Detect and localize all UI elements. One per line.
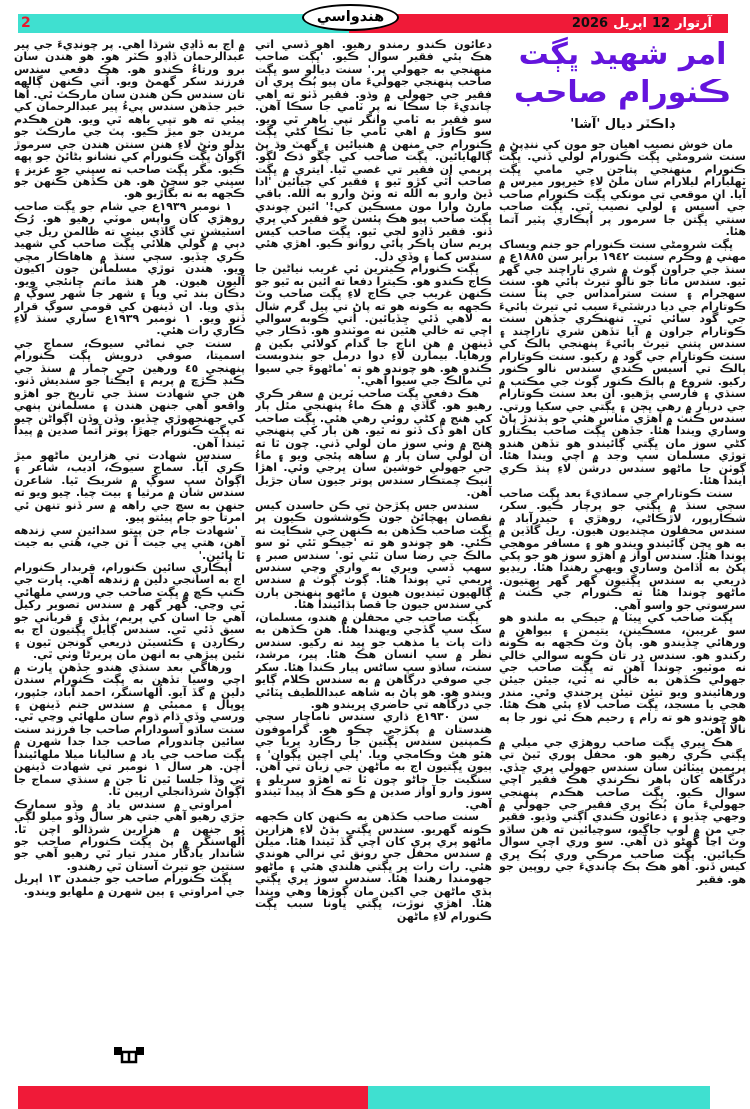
article-headline — [499, 36, 746, 112]
article-column-1 — [499, 139, 746, 1084]
date-day: آرتوار — [675, 16, 712, 31]
date-year: 2026 — [571, 16, 609, 31]
paragraph: دعائون ڪندو رمندو رهيو. اُهو ڏسي اُتي هڪ ٻئي فقير سوال ڪيو. 'ڀڳت صاحب منهنجي به جهولي ڀر.' سنت ديالو سو ڀڳت صاحب پنهنجي جهوليءَ مان پيو ٻُڪ ڀري ان فقير جي جهولي ۾ وڌو. فقير ڏٺو ته اهي چانديءَ جا سڪا نه پر ٽامي جا سڪا آهن. سو فقير به ٽامي وانگر تپي ٻاهر ٿي ويو. سو ڪاوڙ ۾ اهي ٽامي جا ٽڪا کڻي ڀڳت ڪنورام جي منهن ۾ هنيائين ۽ گهٽ وڌ پڻ ڳالهايائين. ڀڳت صاحب کي چڱو ڌڪ لڳو. پريمي ان فقير تي غصي ٿيا. ايتري ۾ ڀڳت صاحب اُٿي کڙو ٿيو ۽ فقير کي چيائين 'ادا ڏيڻ وارو به الله ته وٺڻ وارو به الله. باقي مارڻ وارا مون مسڪين کي!' ائين چوندي ڀڳت صاحب پيو هڪ پئسن جو فقير کي ڀري ڏنو. فقير ڏاڍو لڄي ٿيو. ڀڳت صاحب کيس پريم سان ڀاڪر پائي روانو ڪيو. اهڙي هئي سندس کما ۽ وڏي دل. — [255, 39, 492, 263]
article-column-2 — [255, 39, 492, 1084]
masthead-title: هندواسي — [316, 9, 385, 26]
masthead-logo — [302, 4, 399, 31]
article-end-ornament-icon — [114, 1047, 144, 1064]
footer-right-band — [368, 1086, 710, 1109]
header-left-band — [18, 14, 349, 33]
date-line — [567, 15, 712, 32]
paragraph: سن ١٩٣٠ع ڌاري سندس ناماچار سڄي هندستان ۾ پکڙجي چڪو هو. گراموفون ڪمپنين سندس ڀڳتين جا رڪارڊ ڀريا جي هٿو هٿ وڪامجي ويا. 'ڀلي اچين ڀڳوان' ۽ ٻيون ڀڳتيون اڄ به ماڻهن جي زبان تي آهن. سنگيت جا ڄاڻو چون ٿا ته اهڙو سريلو ۽ سوز وارو آواز صدين ۾ ڪو هڪ اڌ پيدا ٿيندو آهي. — [255, 710, 492, 811]
article-column-3 — [14, 39, 245, 1045]
paragraph: سنت صاحب ڪڏهن به ڪنهن کان ڪجهه ڪونه گهريو. سندس ڀڳتي ٻڌڻ لاءِ هزارين ماڻهو پري پري کان اچي گڏ ٿيندا هئا. ميلن ۾ سندس محفل جي رونق ئي نرالي هوندي هئي. رات رات ڀر ڀڳتي هلندي هئي ۽ ماڻهو جهومندا رهندا هئا. سندس سوز ڀري ڀڳتي ٻڌي ماڻهن جي اکين مان ڳوڙها وهي ويندا هئا. اهڙي نوڙت، ڀڳتي ڀاونا سبب ڀڳت ڪنورام لاءِ ماڻهن — [255, 810, 492, 923]
date-number: 12 — [651, 16, 671, 31]
paragraph: امراوتي ۾ سندس ياد ۾ وڏو سمارڪ جڙي رهيو آهي جتي هر سال وڏو ميلو لڳي ٿو جنهن ۾ هزارين شرڌالو اچن ٿا. اُلهاسنگر ۾ پڻ ڀڳت ڪنورام صاحب جو شاندار يادگار مندر تيار ٿي رهيو آهي جو سنتين جو تيرٿ آستان ٿي رهندو. — [14, 797, 245, 873]
paragraph: ڀڳت شرومڻي سنت ڪنورام جو جنم ويساک مهني ۾ وڪرم سنبت ١٩٤٢ برابر سن ١٨٨٥ع ۾ سنڌ جي جراون ڳوٺ ۾ شري تاراچند جي گهر ٿيو. سندس ماتا جو نالو تيرٿ ٻائي هو. سنت سهجرام ۽ سنت سترامداس جي پتا سنت ڪوتارام جي ديا درشٽيءَ سبب ئي تيرٿ ٻائيءَ جي گود سائي ٿي. تنهنڪري جڏهن سنت ڪوتارام جراون ۾ آيا تڏهن شري تاراچند ۽ سندس پتني تيرٿ ٻائيءَ پنهنجي ٻالڪ کي سنت ڪوتارام جي گود ۾ رکيو. سنت ڪوتارام ٻالڪ تي آسيس ڪندي سندس نالو ڪنور رکيو. شروع ۾ ٻالڪ ڪنور ڳوٺ جي مڪتب ۾ سنڌي ۽ فارسي پڙهيو. ان بعد سنت ڪوتارام جي درٻار ۾ رهي ڀڄن ۽ ڀڳتي جي سکيا ورتي. سندس ڪنٺ ۾ اهڙي مٺاس هئي جو ٻڌندڙ پاڻ وساري ويندا هئا. جڏهن ڀڳت صاحب يڪتارو کڻي سوز مان ڀڳتي ڳائيندو هو تڏهن هندو توڙي مسلمان سڀ وجد ۾ اچي ويندا هئا. ڳوٺن جا ماڻهو سندس درشن لاءِ پنڌ ڪري ايندا هئا. — [499, 237, 746, 488]
header-right-band — [349, 14, 728, 33]
paragraph: ڀڳت صاحب جي محفلن ۾ هندو، مسلمان، سک سڀ گڏجي ويهندا هئا. هن ڪڏهن به ذات پات يا مذهب جو ڀيد نه رکيو. سندس نظر ۾ سڀ انسان هڪ هئا. پير، مرشد، سنت، ساڌو سڀ ساڻس پيار ڪندا هئا. سکر جي صوفي درگاهن ۾ به سندس ڪلام ڳايو ويندو هو. هو پاڻ به شاهه عبداللطيف ڀٽائي جي درگاهه تي حاضري ڀريندو هو. — [255, 610, 492, 712]
headline-line-1: امر شهيد ڀڳت — [518, 37, 727, 72]
paragraph: ورهاڱي بعد سنڌي هندو جڏهن ڀارت ۾ اچي وسيا تڏهن به ڀڳت ڪنورام سندن دلين ۾ گڏ آيو. اُلهاسنگر، احمد آباد، جئپور، ڀوپال ۽ ممبئي ۾ سندس جنم ڏينهن ۽ ورسي وڏي ڌام ڌوم سان ملهائي وڃي ٿي. سنت ساڌو آسودارام صاحب جا فرزند سنت سائين چاندورام صاحب جدا جدا شهرن ۾ ڀڳت صاحب جي ياد ۾ ساليانا ميلا ملهائيندا اچن. هر سال ١ نومبر تي شهادت ڏينهن تي وڏا جلسا ٿين ٿا جن ۾ سنڌي سماج جا اڳواڻ شرڌانجلي ارپين ٿا. — [14, 660, 245, 799]
paragraph: مان خوش نصيب آهيان جو مون کي ننڍپڻ ۾ سنت شرومڻي ڀڳت ڪنورام لولي ڏني. ڀڳت ڪنورام منهنجي پتاجن جي مامي ڀڳت ٽهليارام ليلارام سان ملڻ لاءِ خيرپور ميرس ۾ آيا. ان موقعي تي مونکي ڀڳت ڪنورام صاحب جي آسيس ۽ لولي نصيب ٿي. ڀڳت صاحب سنتي ڀڳتن جا سرمور پر اُپڪاري پٽير آتما هئا. — [499, 139, 746, 239]
paragraph: ڀڳت ڪنورام صاحب جو جنمدن ١٣ اپريل جي امراوتي ۽ ٻين شهرن ۾ ملهايو ويندو. — [14, 872, 245, 898]
page-number: 2 — [21, 15, 31, 31]
footer-left-band — [18, 1086, 368, 1109]
paragraph: سنت جي نماڻي سيوڪ، سماج جي اسميتا، صوفي درويش ڀڳت ڪنورام پنهنجي ٤٥ ورهين جي ڄمار ۾ سنڌ جي ڪنڊ ڪڙڇ ۾ پريم ۽ ايڪتا جو سنديش ڏنو. هن جي شهادت سنڌ جي تاريخ جو اهڙو واقعو آهي جنهن هندن ۽ مسلمانن ٻنهي کي جهنجهوڙي ڇڏيو. وڏن وڏن اڳواڻن چيو ته ڀڳت ڪنورام جهڙا پوتر آتما صدين ۾ پيدا ٿيندا آهن. — [14, 336, 245, 450]
paragraph: ڀڳت ڪنورام ڪيترين ئي غريب نياڻين جا ڪاڄ ڪندو هو. ڪيترا دفعا ته ائين به ٿيو جو ڪنهن غريب جي ڪاڄ لاءِ ڀڳت صاحب وٽ ڪجهه به ڪونه هو ته پاڻ تي پيل گرم شال به لاهي ڏئي ڇڏيائين. اُتي ڪوبه سوالي اچي ته خالي هٿين نه موٽندو هو. ڏڪار جي ڏينهن ۾ هن اناج جا گدام کولائي بکين ۾ ورهايا. بيمارن لاءِ دوا درمل جو بندوبست ڪندو هو. هو چوندو هو ته 'ماڻهوءَ جي سيوا ئي مالڪ جي سيوا آهي.' — [255, 262, 492, 388]
byline: ڊاڪٽر ديال 'آشا' — [570, 117, 675, 132]
paragraph: ڀڳت صاحب کي ڀيٽا ۾ جيڪي به ملندو هو سو غريبن، مسڪينن، يتيمن ۽ بيواهن ۾ ورهائي ڇڏيندو هو. پاڻ وٽ ڪجهه به ڪونه رکندو هو. سندس در تان ڪوبه سوالي خالي نه موٽيو. چوندا آهن ته ڀڳت صاحب جي جهولي ڪڏهن به خالي نه ٿي، جيئن جيئن ورهائيندو ويو تيئن تيئن ڀرجندي وئي. مندر هجي يا مسجد، ڀڳت صاحب لاءِ ٻئي هڪ هئا. هو چوندو هو ته رام ۽ رحيم هڪ ئي نور جا ٻه نالا آهن. — [499, 611, 746, 737]
paragraph: هڪ ڀيري ڀڳت صاحب روهڙي جي ميلي ۾ ڀڳتي ڪري رهيو هو. محفل پوري ٿيڻ تي پريمين ڀيٽائن سان سندس جهولي ڀري ڇڏي. درگاهه کان ٻاهر نڪرندي هڪ فقير اچي سوال ڪيو. ڀڳت صاحب هڪدم پنهنجي جهوليءَ مان ٻُڪ ڀري فقير جي جهولي ۾ وجهي ڇڏيو ۽ دعائون ڪندي اڳتي وڌيو. فقير جي من ۾ لوڀ جاڳيو، سوچيائين ته هن ساڌو وٽ اڃا گهڻو ڌن آهي. سو وري اچي سوال ڪيائين. ڀڳت صاحب مرڪي وري ٻُڪ ڀري کيس ڏنو. اُهو هڪ ٻڪ چانديءَ جي روپين جو هو. فقير — [499, 735, 746, 886]
paragraph: ۾ اڄ به ڏاڍي شرڌا آهي. پر چونڊيءَ جي پير عبدالرحمان ڏاڍو ڪٽر هو. هو هندن سان برو ورتاءُ ڪندو هو. هڪ دفعي سندس فرزند سکر گهمڻ ويو. اُتي ڪنهن ڳالهه تان سندس ڪن هندن سان مارڪٽ ٿي. اُها خبر جڏهن سندس پيءُ پير عبدالرحمان کي پيئي ته هو تپي باهه ٿي ويو. هن هڪدم مريدن جو ميڙ ڪيو. پٽ جي مارڪٽ جو بدلو وٺڻ لاءِ هنن سنتن هندن جي سرموڙ اڳواڻ ڀڳت ڪنورام کي نشانو بڻائڻ جو پهه ڪيو. مگر ڀڳت صاحب ته سڀني جو عزيز ۽ سڀني جو سڄڻ هو. هن ڪڏهن ڪنهن جو ڪجهه به نه بگاڙيو هو. — [14, 39, 245, 201]
paragraph: هڪ دفعي ڀڳت صاحب ٽرين ۾ سفر ڪري رهيو هو. گاڏي ۾ هڪ ماءُ پنهنجي مئل ٻار کي هنج ۾ کڻي روئي رهي هئي. ڀڳت صاحب کان اهو ڏک ڏٺو نه ٿيو. هن ٻار کي پنهنجي هنج ۾ وٺي سوز مان لولي ڏني. چون ٿا ته اُن لولي سان ٻار ۾ ساهه پئجي ويو ۽ ماءُ جي جهولي خوشين سان ڀرجي وئي. اهڙا انيڪ چمتڪار سندس پوتر جيون سان جڙيل آهن. — [255, 386, 492, 500]
date-month: اپريل — [613, 16, 647, 31]
paragraph: سندس شهادت تي هزارين ماڻهو ميڙ ڪري آيا. سماج سيوڪ، اديب، شاعر ۽ اڳواڻ سڀ سوڳ ۾ شريڪ ٿيا. شاعرن سندس شان ۾ مرثيا ۽ بيت چيا. چيو ويو ته جنهن به سچ جي راهه ۾ سر ڏنو تنهن ئي امرتا جو جام پيئتو پيو. — [14, 448, 245, 525]
headline-line-2: ڪنورام صاحب — [514, 75, 731, 110]
paragraph: سندس جس پکڙجڻ تي ڪن حاسدن کيس نقصان پهچائڻ جون ڪوششون ڪيون پر ڀڳت صاحب ڪڏهن به ڪنهن جي شڪايت نه ڪئي. هو چوندو هو ته 'جيڪو ٿئي ٿو سو مالڪ جي رضا سان ٿئي ٿو.' سندس صبر ۽ سهپ ڏسي ويري به واري وڃي سندس پريمي ٿي پوندا هئا. ڳوٺ ڳوٺ ۾ سندس ڳالهيون ٿينديون هيون ۽ ماڻهو پنهنجن ٻارن کي سندس جيون جا قصا ٻڌائيندا هئا. — [255, 498, 492, 612]
paragraph: ١ نومبر ١٩٣٩ع جي شام جو ڀڳت صاحب روهڙي کان واپس موٽي رهيو هو. رُڪ اسٽيشن تي گاڏي بيٺي ته ظالمن ريل جي دٻي ۾ گولي هلائي ڀڳت صاحب کي شهيد ڪري ڇڏيو. سڄي سنڌ ۾ هاهاڪار مچي ويو. هندن توڙي مسلمانن جون اکيون آليون هيون. هر هنڌ ماتم ڇانئجي ويو. دڪان بند ٿي ويا ۽ شهر جا شهر سوڳ ۾ ٻڏي ويا. ان ڏينهن کي قومي سوڳ قرار ڏنو ويو. ١ نومبر ١٩٣٩ع ساري سنڌ لاءِ ڪاري رات هئي. — [14, 199, 245, 338]
paragraph: 'شهادت جام جن پيتو سدائين سي زندهه آهن، هتي ڀي جيت آ تن جي، هُتي به جيت ٿا پائين.' — [14, 523, 245, 562]
paragraph: اُپڪاري سائين ڪنورام، قربدار ڪنورام اڄ به اسانجي دلين ۾ زندهه آهي. ڀارت جي ڪنڀ ڪڇ ۾ ڀڳت صاحب جي ورسي ملهائي ٿي وڃي. گهر گهر ۾ سندس تصوير رکيل آهي جا اسان کي پريم، ٻڌي ۽ قرباني جو سبق ڏئي ٿي. سندس ڳايل ڀڳتيون اڄ به رڪارڊن ۽ ڪئسيٽن ذريعي گونجن ٿيون ۽ نئين پيڙهي به انهن مان پريرڻا وٺي ٿي. — [14, 561, 245, 662]
paragraph: سنت ڪوتارام جي سماڌيءَ بعد ڀڳت صاحب سڄي سنڌ ۾ ڀڳتي جو پرچار ڪيو. سکر، شڪارپور، لاڙڪاڻي، روهڙي ۽ حيدرآباد ۾ سندس محفلون مچنديون هيون. ريل گاڏين ۾ به هو ڀڄن ڳائيندو ويندو هو ۽ مسافر موهجي پوندا هئا. سندس آواز ۾ اهڙو سوز هو جو پکي پکڻ به اُڏامڻ وساري ويهي رهندا هئا. ريڊيو ذريعي به سندس ڀڳتيون گهر گهر پهتيون. ماڻهو چوندا هئا ته ڪنورام جي ڪنٺ ۾ سرسوتي جو واسو آهي. — [499, 486, 746, 612]
